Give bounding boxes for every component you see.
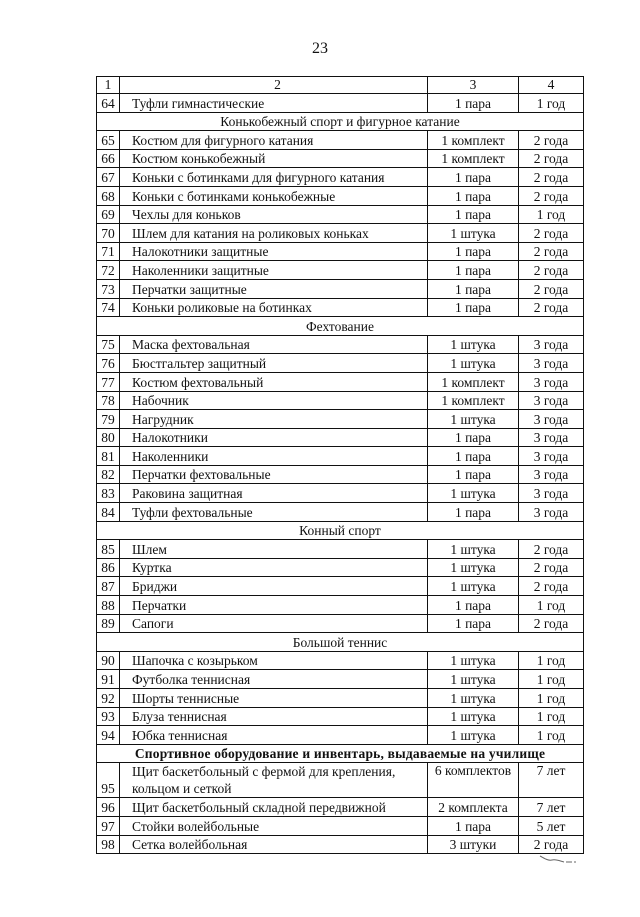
- table-row: [97, 261, 584, 280]
- row-number: 96: [97, 798, 120, 817]
- item-term: 3 года: [519, 372, 584, 391]
- table-row: [97, 391, 584, 410]
- row-number: 72: [97, 261, 120, 280]
- item-name: Куртка: [120, 558, 428, 577]
- table-row: [97, 354, 584, 373]
- table-row: [97, 670, 584, 689]
- item-quantity: 1 штука: [428, 540, 519, 559]
- item-quantity: 1 штука: [428, 670, 519, 689]
- row-number: 73: [97, 279, 120, 298]
- item-quantity: 1 штука: [428, 224, 519, 243]
- section-header-row: [97, 112, 584, 131]
- item-term: 2 года: [519, 298, 584, 317]
- item-name: Туфли фехтовальные: [120, 503, 428, 522]
- row-number: 75: [97, 335, 120, 354]
- item-name: Наколенники защитные: [120, 261, 428, 280]
- item-name: Шапочка с козырьком: [120, 651, 428, 670]
- item-term: 5 лет: [519, 816, 584, 835]
- item-term: 2 года: [519, 186, 584, 205]
- item-term: 1 год: [519, 670, 584, 689]
- item-term: 3 года: [519, 503, 584, 522]
- item-quantity: 1 комплект: [428, 149, 519, 168]
- item-name: Бюстгальтер защитный: [120, 354, 428, 373]
- item-term: 2 года: [519, 261, 584, 280]
- table-row: [97, 224, 584, 243]
- item-name: Раковина защитная: [120, 484, 428, 503]
- item-name: Чехлы для коньков: [120, 205, 428, 224]
- row-number: 80: [97, 428, 120, 447]
- table-row: [97, 558, 584, 577]
- item-term: 1 год: [519, 651, 584, 670]
- section-header-row: [97, 521, 584, 540]
- item-term: 2 года: [519, 558, 584, 577]
- row-number: 95: [97, 763, 120, 798]
- item-quantity: 1 штука: [428, 689, 519, 708]
- item-name: Шлем: [120, 540, 428, 559]
- table-row: [97, 168, 584, 187]
- item-name: Наколенники: [120, 447, 428, 466]
- item-quantity: 1 штука: [428, 335, 519, 354]
- table-row: [97, 447, 584, 466]
- item-name: Сапоги: [120, 614, 428, 633]
- item-term: 2 года: [519, 835, 584, 854]
- item-name: Коньки с ботинками конькобежные: [120, 186, 428, 205]
- item-quantity: 1 пара: [428, 465, 519, 484]
- item-quantity: 1 штука: [428, 707, 519, 726]
- header-col-4: 4: [519, 77, 584, 94]
- row-number: 79: [97, 410, 120, 429]
- row-number: 92: [97, 689, 120, 708]
- item-quantity: 1 штука: [428, 726, 519, 745]
- item-name: Бриджи: [120, 577, 428, 596]
- item-name: Юбка теннисная: [120, 726, 428, 745]
- item-term: 3 года: [519, 410, 584, 429]
- table-row: [97, 205, 584, 224]
- item-name: Шорты теннисные: [120, 689, 428, 708]
- item-quantity: 1 пара: [428, 242, 519, 261]
- table-row: [97, 149, 584, 168]
- item-quantity: 1 комплект: [428, 372, 519, 391]
- item-name: Щит баскетбольный с фермой для крепления, кольцом и сеткой: [120, 763, 428, 798]
- item-term: 3 года: [519, 447, 584, 466]
- row-number: 84: [97, 503, 120, 522]
- item-name: Налокотники защитные: [120, 242, 428, 261]
- item-term: 2 года: [519, 540, 584, 559]
- item-term: 7 лет: [519, 798, 584, 817]
- row-number: 87: [97, 577, 120, 596]
- item-term: 3 года: [519, 428, 584, 447]
- row-number: 93: [97, 707, 120, 726]
- item-name: Шлем для катания на роликовых коньках: [120, 224, 428, 243]
- item-term: 1 год: [519, 94, 584, 113]
- table-row: [97, 726, 584, 745]
- item-name: Коньки с ботинками для фигурного катания: [120, 168, 428, 187]
- item-term: 3 года: [519, 484, 584, 503]
- item-term: 1 год: [519, 205, 584, 224]
- item-name: Перчатки: [120, 596, 428, 615]
- section-title: Конный спорт: [97, 521, 584, 540]
- item-name: Набочник: [120, 391, 428, 410]
- header-col-1: 1: [97, 77, 120, 94]
- item-quantity: 1 пара: [428, 503, 519, 522]
- row-number: 64: [97, 94, 120, 113]
- item-name: Щит баскетбольный складной передвижной: [120, 798, 428, 817]
- item-quantity: 3 штуки: [428, 835, 519, 854]
- table-row: [97, 465, 584, 484]
- item-term: 2 года: [519, 242, 584, 261]
- row-number: 70: [97, 224, 120, 243]
- item-term: 2 года: [519, 279, 584, 298]
- item-quantity: 1 пара: [428, 186, 519, 205]
- table-row: [97, 503, 584, 522]
- row-number: 98: [97, 835, 120, 854]
- row-number: 71: [97, 242, 120, 261]
- table-row: [97, 816, 584, 835]
- item-quantity: 1 штука: [428, 410, 519, 429]
- row-number: 74: [97, 298, 120, 317]
- item-term: 1 год: [519, 707, 584, 726]
- item-quantity: 1 комплект: [428, 131, 519, 150]
- table-row: [97, 298, 584, 317]
- item-quantity: 1 штука: [428, 354, 519, 373]
- item-name: Костюм для фигурного катания: [120, 131, 428, 150]
- item-quantity: 1 пара: [428, 447, 519, 466]
- table-row: [97, 242, 584, 261]
- item-name: Футболка теннисная: [120, 670, 428, 689]
- item-quantity: 1 пара: [428, 614, 519, 633]
- table-row: [97, 835, 584, 854]
- row-number: 91: [97, 670, 120, 689]
- row-number: 68: [97, 186, 120, 205]
- item-quantity: 1 пара: [428, 168, 519, 187]
- table-row: [97, 335, 584, 354]
- table-row: [97, 798, 584, 817]
- item-quantity: 1 пара: [428, 428, 519, 447]
- row-number: 67: [97, 168, 120, 187]
- row-number: 78: [97, 391, 120, 410]
- row-number: 66: [97, 149, 120, 168]
- item-name: Стойки волейбольные: [120, 816, 428, 835]
- item-term: 1 год: [519, 726, 584, 745]
- table-row: [97, 186, 584, 205]
- item-quantity: 2 комплекта: [428, 798, 519, 817]
- item-name: Костюм конькобежный: [120, 149, 428, 168]
- table-row: [97, 577, 584, 596]
- item-term: 2 года: [519, 224, 584, 243]
- item-term: 3 года: [519, 465, 584, 484]
- signature-mark: [538, 852, 578, 864]
- item-term: 3 года: [519, 354, 584, 373]
- item-name: Маска фехтовальная: [120, 335, 428, 354]
- item-term: 2 года: [519, 577, 584, 596]
- item-term: 3 года: [519, 335, 584, 354]
- item-quantity: 1 пара: [428, 279, 519, 298]
- section-header-row: [97, 317, 584, 336]
- item-quantity: 1 пара: [428, 298, 519, 317]
- item-term: 1 год: [519, 689, 584, 708]
- item-name: Нагрудник: [120, 410, 428, 429]
- table-row: [97, 707, 584, 726]
- row-number: 94: [97, 726, 120, 745]
- table-body: [97, 77, 584, 854]
- row-number: 90: [97, 651, 120, 670]
- row-number: 76: [97, 354, 120, 373]
- row-number: 83: [97, 484, 120, 503]
- item-quantity: 1 пара: [428, 816, 519, 835]
- table-row: [97, 428, 584, 447]
- table-row: [97, 372, 584, 391]
- item-name: Перчатки фехтовальные: [120, 465, 428, 484]
- table-row: [97, 484, 584, 503]
- row-number: 77: [97, 372, 120, 391]
- row-number: 86: [97, 558, 120, 577]
- item-term: 7 лет: [519, 763, 584, 798]
- item-name: Костюм фехтовальный: [120, 372, 428, 391]
- item-quantity: 1 штука: [428, 651, 519, 670]
- section-header-row: [97, 744, 584, 763]
- item-quantity: 6 комплектов: [428, 763, 519, 798]
- table-row: [97, 279, 584, 298]
- item-name: Коньки роликовые на ботинках: [120, 298, 428, 317]
- item-term: 1 год: [519, 596, 584, 615]
- item-quantity: 1 штука: [428, 577, 519, 596]
- item-name: Налокотники: [120, 428, 428, 447]
- equipment-table: [96, 76, 584, 854]
- item-quantity: 1 пара: [428, 94, 519, 113]
- table-row: [97, 94, 584, 113]
- table-row: [97, 763, 584, 798]
- item-term: 2 года: [519, 149, 584, 168]
- table-row: [97, 540, 584, 559]
- item-term: 2 года: [519, 131, 584, 150]
- item-term: 3 года: [519, 391, 584, 410]
- item-term: 2 года: [519, 168, 584, 187]
- row-number: 97: [97, 816, 120, 835]
- item-quantity: 1 пара: [428, 205, 519, 224]
- item-quantity: 1 штука: [428, 558, 519, 577]
- table-row: [97, 614, 584, 633]
- row-number: 89: [97, 614, 120, 633]
- row-number: 82: [97, 465, 120, 484]
- item-quantity: 1 пара: [428, 596, 519, 615]
- header-col-2: 2: [120, 77, 428, 94]
- section-header-row: [97, 633, 584, 652]
- table-row: [97, 689, 584, 708]
- row-number: 85: [97, 540, 120, 559]
- item-quantity: 1 комплект: [428, 391, 519, 410]
- item-name: Перчатки защитные: [120, 279, 428, 298]
- section-title: Фехтование: [97, 317, 584, 336]
- table-row: [97, 596, 584, 615]
- page-number: 23: [312, 40, 328, 57]
- item-name: Блуза теннисная: [120, 707, 428, 726]
- row-number: 88: [97, 596, 120, 615]
- table-header-row: [97, 77, 584, 94]
- row-number: 81: [97, 447, 120, 466]
- item-name: Туфли гимнастические: [120, 94, 428, 113]
- item-quantity: 1 пара: [428, 261, 519, 280]
- row-number: 65: [97, 131, 120, 150]
- row-number: 69: [97, 205, 120, 224]
- section-title: Большой теннис: [97, 633, 584, 652]
- item-term: 2 года: [519, 614, 584, 633]
- table-row: [97, 131, 584, 150]
- item-quantity: 1 штука: [428, 484, 519, 503]
- table-row: [97, 410, 584, 429]
- table-row: [97, 651, 584, 670]
- section-title: Спортивное оборудование и инвентарь, выдаваемые на училище: [97, 744, 584, 763]
- item-name: Сетка волейбольная: [120, 835, 428, 854]
- header-col-3: 3: [428, 77, 519, 94]
- section-title: Конькобежный спорт и фигурное катание: [97, 112, 584, 131]
